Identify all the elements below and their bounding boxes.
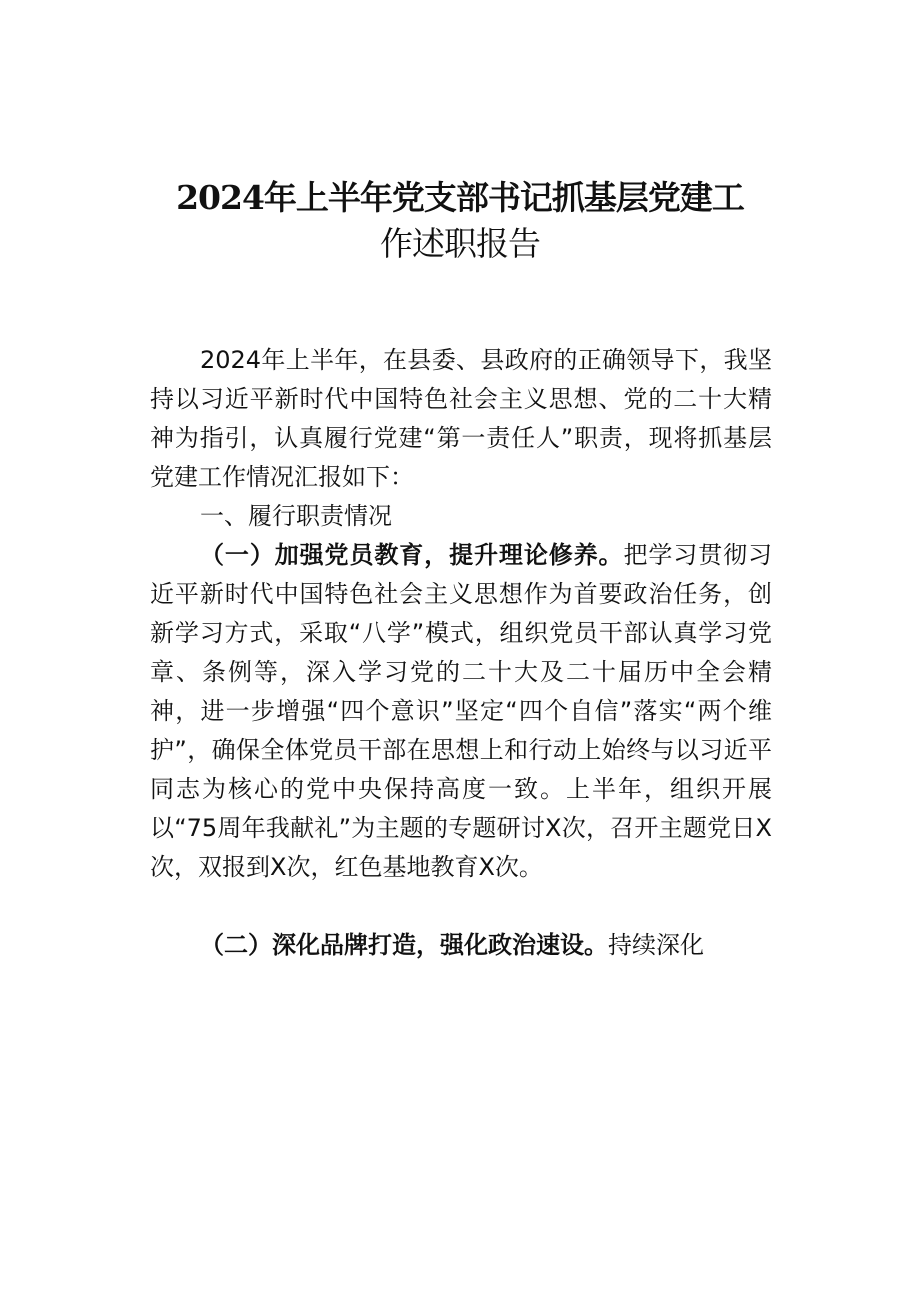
title-line-1: 2024年上半年党支部书记抓基层党建工 <box>176 178 744 217</box>
document-title <box>150 175 770 267</box>
section-heading-1: 一、履行职责情况 <box>200 502 392 530</box>
paragraph-1-heading: （一）加强党员教育，提升理论修养。 <box>200 541 624 569</box>
paragraph-2 <box>150 926 772 965</box>
document-body <box>150 341 772 965</box>
paragraph-1-text: 把学习贯彻习近平新时代中国特色社会主义思想作为首要政治任务，创新学习方式，采取“八学”模式，组织党员干部认真学习党章、条例等，深入学习党的二十大及二十届历中全会精神，进一步增强“四个意识”坚定“四个自信”落实“两个维护”，确保全体党员干部在思想上和行动上始终与以习近平同志为核心的党中央保持高度一致。上半年，组织开展以“75周年我献礼”为主题的专题研讨X次，召开主题党日X次，双报到X次，红色基地教育X次。 <box>150 541 773 881</box>
title-line-2: 作述职报告 <box>380 224 540 263</box>
paragraph-1 <box>150 536 772 887</box>
intro-paragraph: 2024年上半年，在县委、县政府的正确领导下，我坚持以习近平新时代中国特色社会主义思想、党的二十大精神为指引，认真履行党建“第一责任人”职责，现将抓基层党建工作情况汇报如下： <box>150 346 772 491</box>
paragraph-2-heading: （二）深化品牌打造，强化政治速设。 <box>200 931 608 959</box>
paragraph-2-text: 持续深化 <box>608 931 704 959</box>
